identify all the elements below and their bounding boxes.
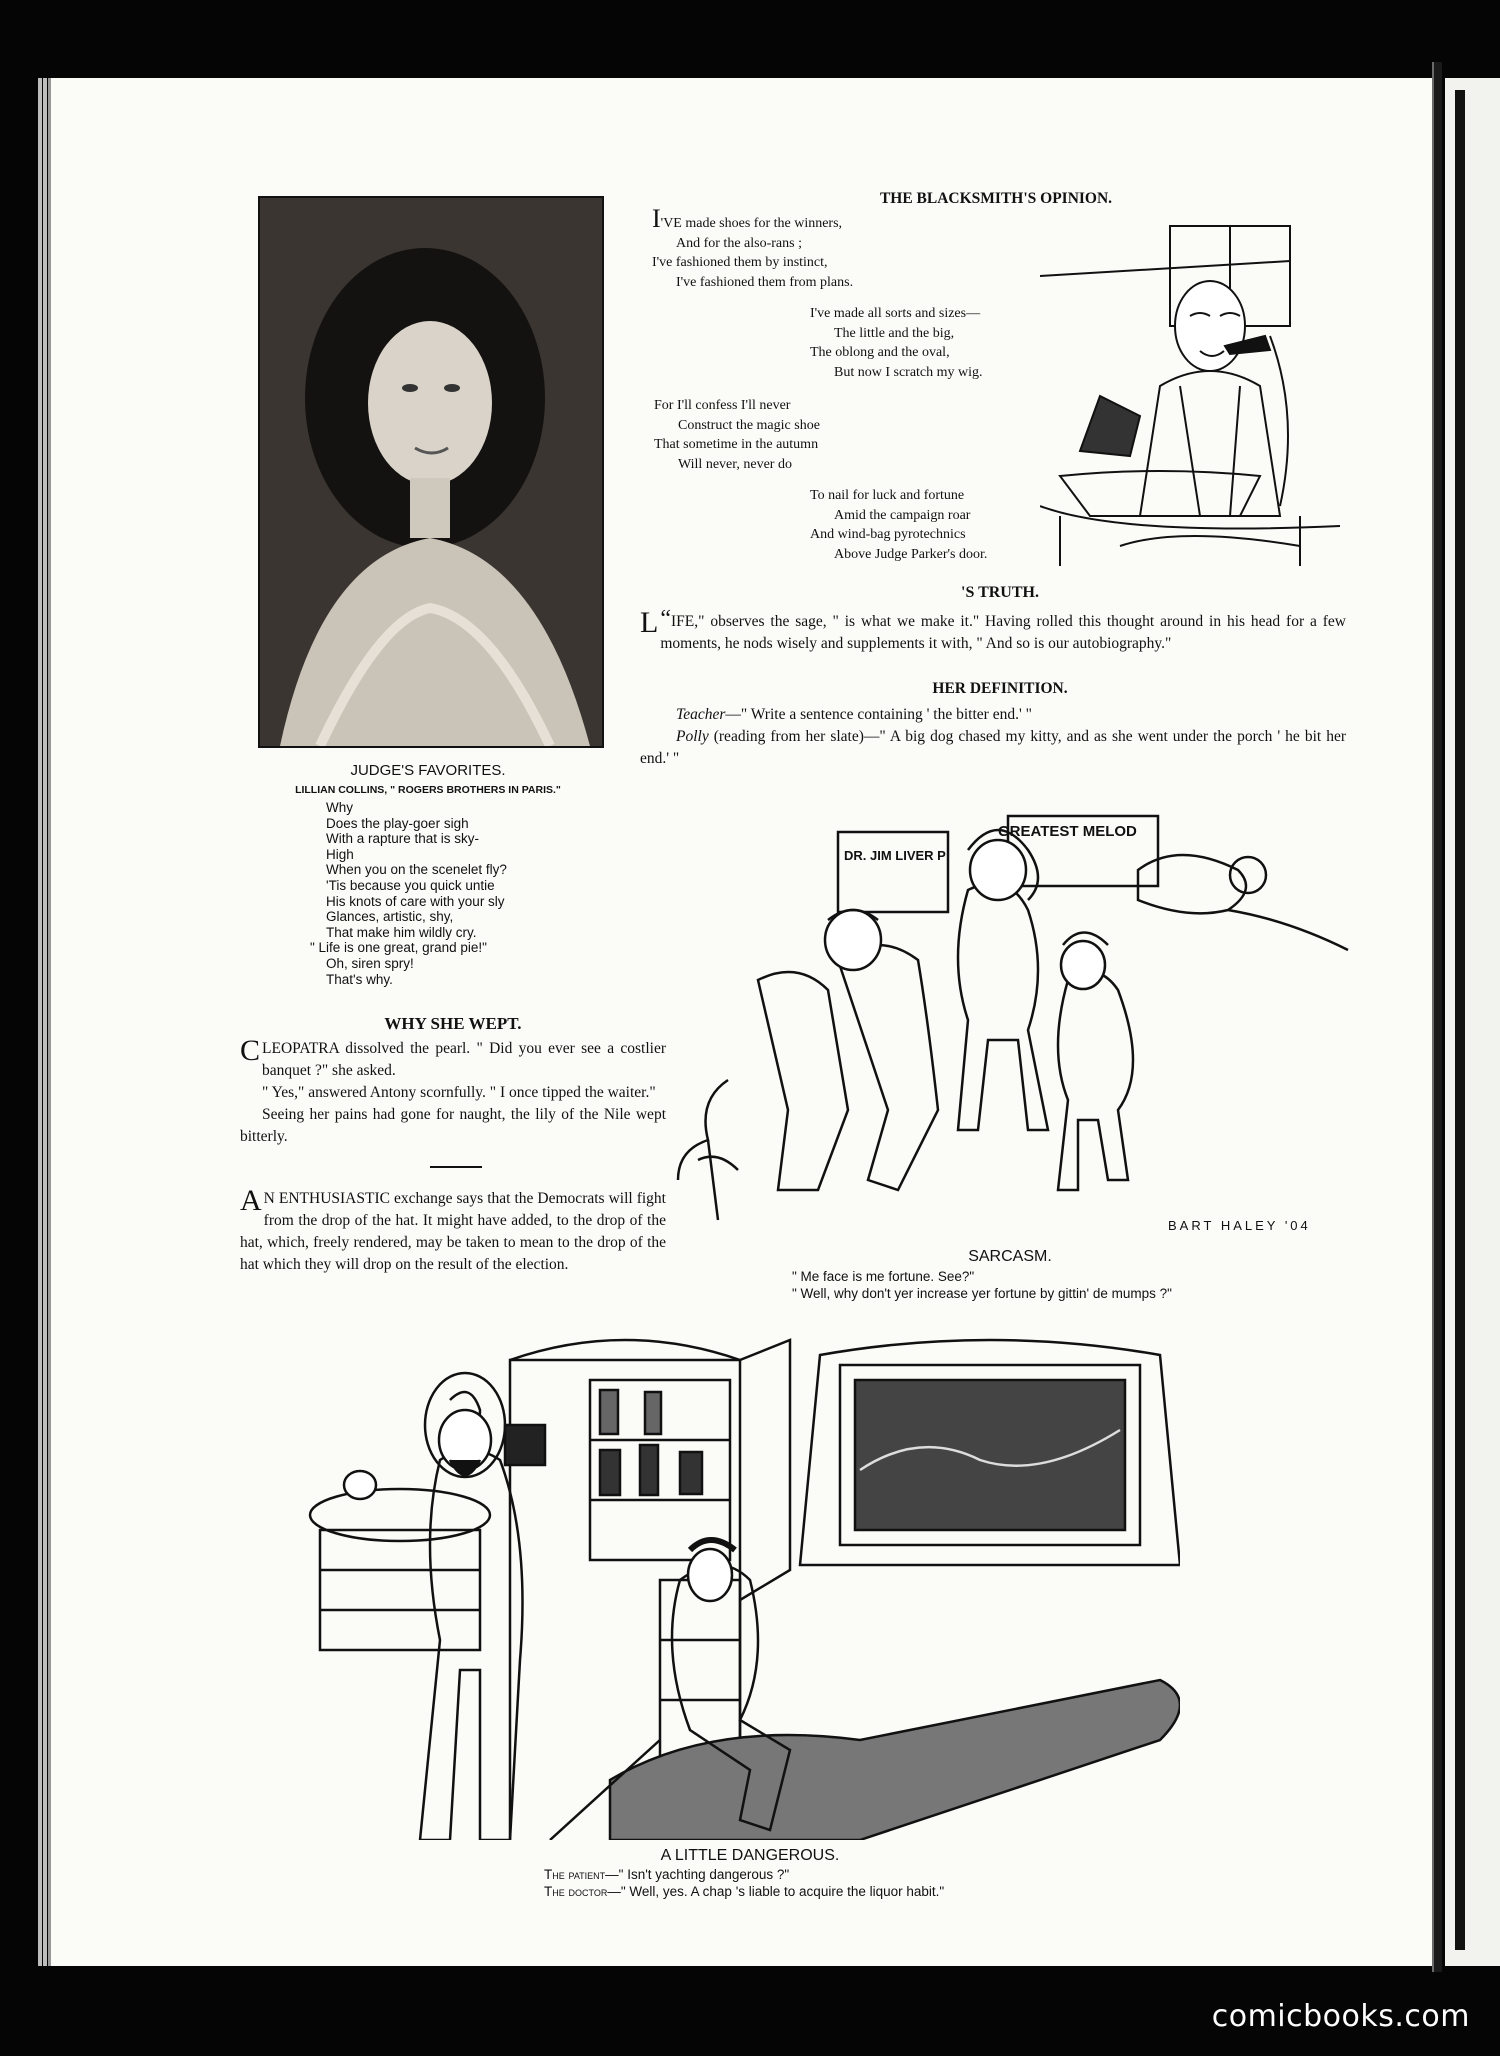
- poem-line: Construct the magic shoe: [678, 417, 820, 433]
- poem-line: When you on the scenelet fly?: [326, 862, 507, 878]
- dropcap: I: [652, 204, 661, 233]
- wept-paragraph-1: LEOPATRA dissolved the pearl. " Did you ever see a costlier banquet ?" she asked.: [262, 1040, 666, 1079]
- illustration-sign-2: GREATEST MELOD: [998, 823, 1137, 840]
- dropcap: L: [640, 606, 659, 639]
- wept-story: [240, 1034, 666, 1148]
- poem-line: To nail for luck and fortune: [810, 488, 965, 503]
- poem-line: And wind-bag pyrotechnics: [810, 527, 966, 542]
- poem-line: His knots of care with your sly: [326, 893, 505, 909]
- wept-title: WHY SHE WEPT.: [384, 1014, 522, 1033]
- site-watermark: comicbooks.com: [1211, 1999, 1470, 2034]
- blacksmith-stanza-2: [810, 304, 983, 382]
- artist-signature: BART HALEY '04: [1168, 1218, 1311, 1233]
- dangerous-caption: [544, 1866, 944, 1900]
- poem-line: Oh, siren spry!: [326, 955, 414, 971]
- truth-title: 'S TRUTH.: [961, 584, 1039, 601]
- sarcasm-title: SARCASM.: [968, 1248, 1052, 1265]
- enthusiastic-story: [240, 1184, 666, 1276]
- sarcasm-line-2: " Well, why don't yer increase yer fortune by gittin' de mumps ?": [792, 1286, 1172, 1301]
- speaker-patient: The patient: [544, 1867, 606, 1882]
- wept-paragraph-3: Seeing her pains had gone for naught, the lily of the Nile wept bitterly.: [240, 1106, 666, 1145]
- portrait-photo: [258, 196, 604, 748]
- truth-text: IFE," observes the sage, " is what we make it." Having rolled this thought around in his head for a few moments, he nods wisely and supplements it with, " And so is our autobiography.": [660, 613, 1346, 652]
- poem-line: That make him wildly cry.: [326, 924, 477, 940]
- favorites-caption-subtitle: LILLIAN COLLINS, " ROGERS BROTHERS IN PARIS.": [295, 784, 561, 796]
- definition-line-2: (reading from her slate)—" A big dog chased my kitty, and as she went under the porch ' he bit her end.' ": [640, 728, 1346, 767]
- favorites-caption-title: JUDGE'S FAVORITES.: [350, 762, 506, 779]
- dangerous-line-2: —" Well, yes. A chap 's liable to acquire the liquor habit.": [607, 1884, 945, 1899]
- dangerous-illustration: [300, 1320, 1180, 1840]
- dangerous-title: A LITTLE DANGEROUS.: [660, 1847, 840, 1864]
- page-edge: [43, 78, 47, 1966]
- blacksmith-illustration: [1040, 216, 1340, 576]
- wept-paragraph-2: " Yes," answered Antony scornfully. " I once tipped the waiter.": [262, 1084, 656, 1101]
- poem-line: But now I scratch my wig.: [834, 364, 983, 380]
- page-edge: [38, 78, 42, 1966]
- blacksmith-stanza-1: [652, 204, 854, 292]
- favorites-poem: [310, 800, 507, 987]
- poem-line: And for the also-rans ;: [676, 235, 802, 251]
- poem-line: Why: [326, 800, 353, 815]
- definition-story: [640, 704, 1346, 770]
- dangerous-drawing: [300, 1320, 1180, 1840]
- poem-line: Glances, artistic, shy,: [326, 909, 454, 925]
- poem-line: Does the play-goer sigh: [326, 815, 469, 831]
- speaker-teacher: Teacher: [676, 706, 726, 723]
- opening-quote: “: [660, 606, 671, 632]
- poem-line: The oblong and the oval,: [810, 345, 950, 360]
- speaker-polly: Polly: [676, 728, 709, 745]
- blacksmith-stanza-3: [654, 396, 820, 474]
- sarcasm-drawing: [668, 780, 1358, 1240]
- poem-line: That's why.: [326, 971, 393, 987]
- blacksmith-stanza-4: [810, 486, 987, 564]
- illustration-sign-1: DR. JIM LIVER P: [844, 848, 946, 863]
- poem-line: Amid the campaign roar: [834, 507, 971, 523]
- blacksmith-drawing: [1040, 216, 1340, 576]
- definition-line-1: —" Write a sentence containing ' the bitter end.' ": [725, 706, 1032, 723]
- poem-line: 'Tis because you quick untie: [326, 877, 495, 893]
- poem-line: " Life is one great, grand pie!": [310, 940, 487, 956]
- poem-line: For I'll confess I'll never: [654, 398, 791, 413]
- speaker-doctor: The doctor: [544, 1884, 608, 1899]
- poem-line: High: [326, 846, 354, 862]
- sarcasm-illustration: [668, 780, 1358, 1240]
- sarcasm-caption: [792, 1268, 1172, 1302]
- section-rule: [430, 1166, 482, 1168]
- poem-line: I've fashioned them from plans.: [676, 274, 854, 290]
- definition-title: HER DEFINITION.: [932, 680, 1068, 697]
- poem-line: 'VE made shoes for the winners,: [660, 216, 843, 231]
- sarcasm-line-1: " Me face is me fortune. See?": [792, 1269, 975, 1284]
- dropcap: A: [240, 1184, 262, 1217]
- poem-line: Will never, never do: [678, 456, 792, 472]
- dropcap: C: [240, 1034, 261, 1067]
- blacksmith-title: THE BLACKSMITH'S OPINION.: [879, 190, 1113, 207]
- portrait-illustration: [260, 198, 602, 746]
- dangerous-line-1: —" Isn't yachting dangerous ?": [605, 1867, 790, 1882]
- facing-page-spine: [1455, 90, 1465, 1950]
- poem-line: That sometime in the autumn: [654, 437, 819, 452]
- enthusiastic-text: N ENTHUSIASTIC exchange says that the Democrats will fight from the drop of the hat. It might have added, to the drop of the hat, which, freely rendered, may be taken to mean to the drop of the hat which they will drop on the result of the election.: [240, 1190, 666, 1273]
- poem-line: I've fashioned them by instinct,: [652, 255, 828, 270]
- poem-line: The little and the big,: [834, 325, 955, 341]
- poem-line: I've made all sorts and sizes—: [810, 306, 981, 321]
- poem-line: Above Judge Parker's door.: [834, 546, 988, 562]
- truth-story: [640, 606, 1346, 655]
- facing-page-edge: [1445, 78, 1500, 1966]
- poem-line: With a rapture that is sky-: [326, 831, 480, 847]
- book-binding: [1432, 62, 1442, 1972]
